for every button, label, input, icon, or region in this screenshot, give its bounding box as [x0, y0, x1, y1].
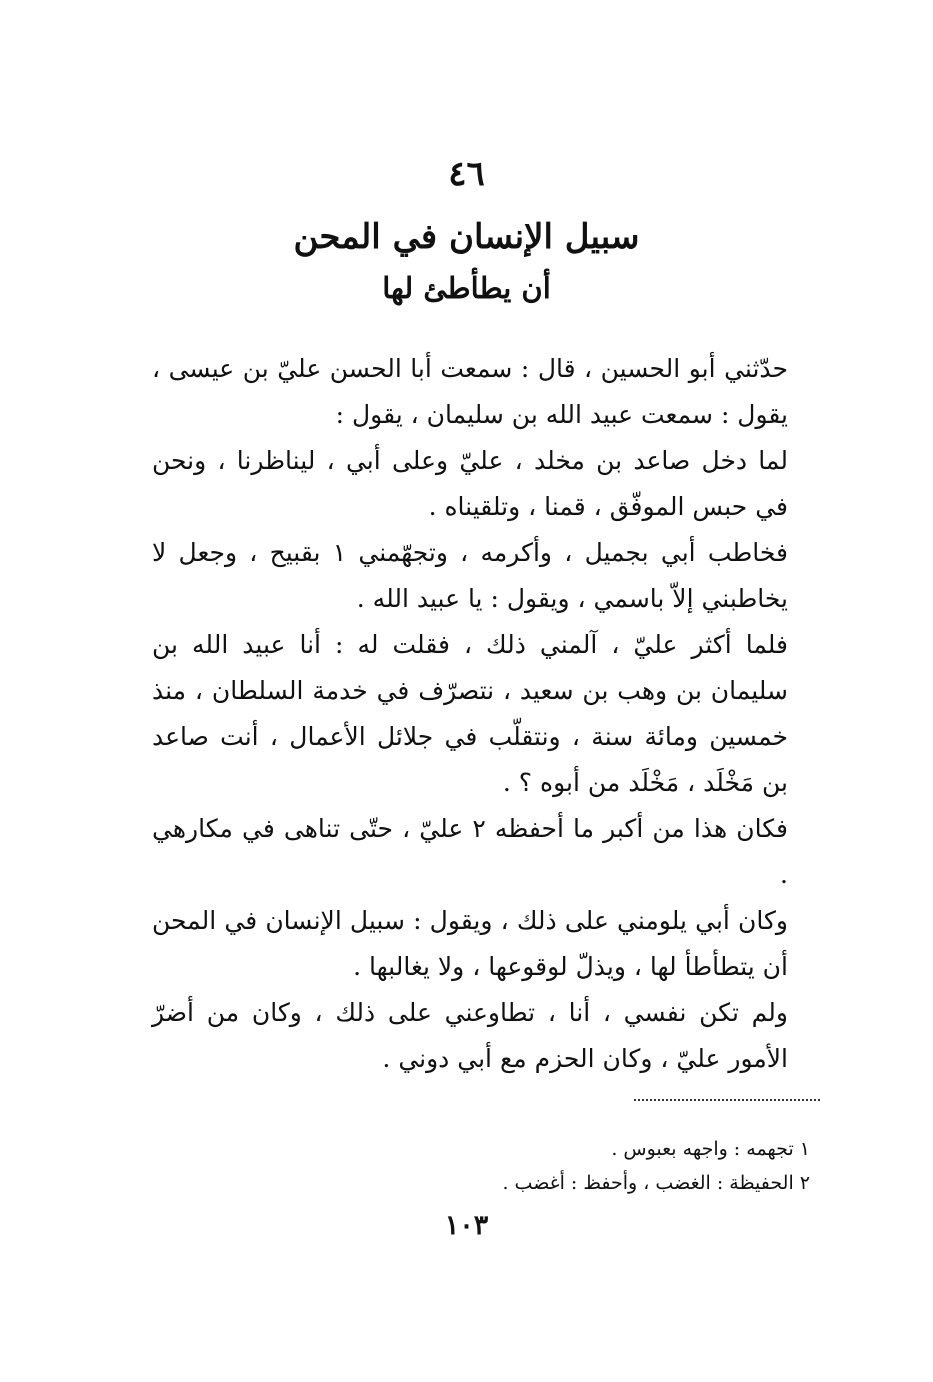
- footnote-divider: [634, 1099, 820, 1101]
- page-number: ١٠٣: [444, 1210, 489, 1241]
- footnote-2: ٢ الحفيظة : الغضب ، وأحفظ : أغضب .: [502, 1172, 810, 1194]
- footnotes: [300, 1132, 810, 1200]
- chapter-number: ٤٦: [448, 154, 485, 194]
- paragraph-6: وكان أبي يلومني على ذلك ، ويقول : سبيل الإنسان في المحن أن يتطأطأ لها ، ويذلّ لوقوعها ، ولا يغالبها .: [152, 906, 788, 981]
- paragraph-1: حدّثني أبو الحسين ، قال : سمعت أبا الحسن عليّ بن عيسى ، يقول : سمعت عبيد الله بن سليمان ، يقول :: [152, 354, 788, 429]
- paragraph-4: فلما أكثر عليّ ، آلمني ذلك ، فقلت له : أنا عبيد الله بن سليمان بن وهب بن سعيد ، نتصرّف في خدمة السلطان ، منذ خمسين ومائة سنة ، ونتقلّب في جلائل الأعمال ، أنت صاعد بن مَخْلَد ، مَخْلَد من أبوه ؟ .: [152, 630, 788, 797]
- body-text: [152, 346, 788, 1082]
- chapter-title: سبيل الإنسان في المحن: [293, 217, 640, 257]
- footnote-1: ١ تجهمه : واجهه بعبوس .: [611, 1138, 810, 1160]
- paragraph-3: فخاطب أبي بجميل ، وأكرمه ، وتجهّمني ١ بقبيح ، وجعل لا يخاطبني إلاّ باسمي ، ويقول : يا عبيد الله .: [152, 538, 789, 613]
- paragraph-7: ولم تكن نفسي ، أنا ، تطاوعني على ذلك ، وكان من أضرّ الأمور عليّ ، وكان الحزم مع أبي دوني .: [152, 998, 788, 1073]
- chapter-subtitle: أن يطأطئ لها: [382, 271, 551, 305]
- paragraph-2: لما دخل صاعد بن مخلد ، عليّ وعلى أبي ، ليناظرنا ، ونحن في حبس الموفّق ، قمنا ، وتلقيناه .: [152, 446, 788, 521]
- paragraph-5: فكان هذا من أكبر ما أحفظه ٢ عليّ ، حتّى تناهى في مكارهي .: [152, 814, 788, 889]
